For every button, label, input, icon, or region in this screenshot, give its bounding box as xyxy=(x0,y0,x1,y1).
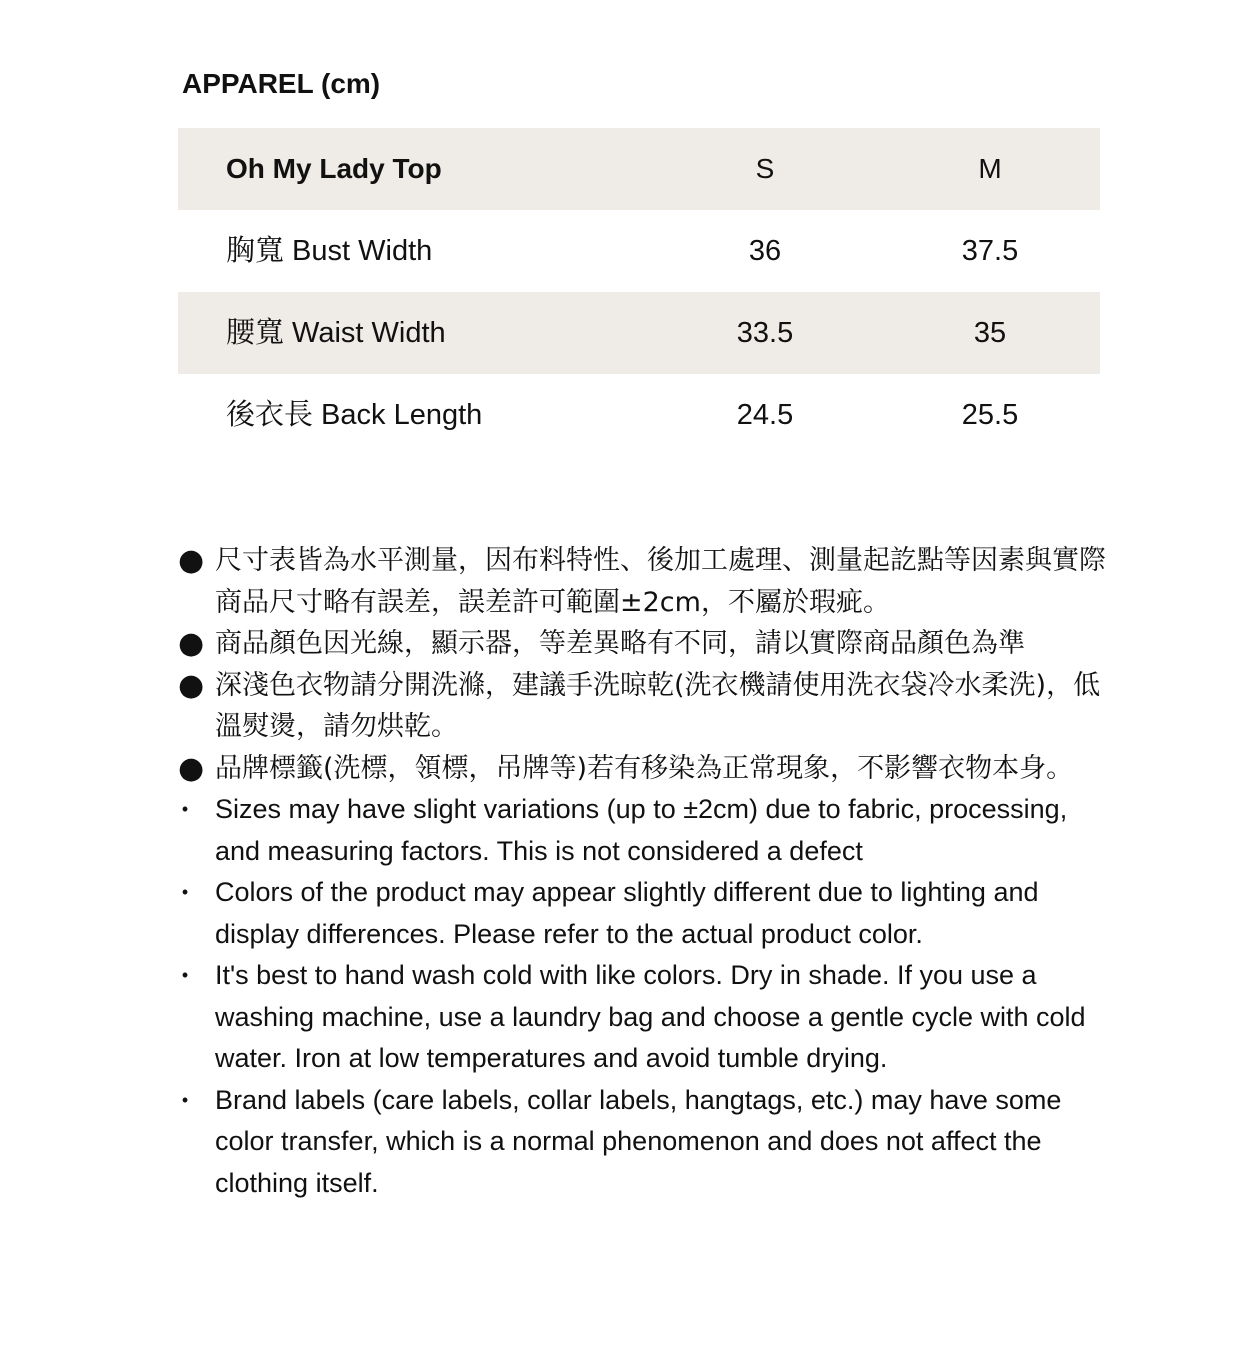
bullet-icon: • xyxy=(181,1089,189,1110)
table-row-bust xyxy=(178,210,1100,292)
table-row-back-length xyxy=(178,374,1100,456)
row-label: 後衣長 Back Length xyxy=(226,399,483,431)
list-item xyxy=(178,955,1118,1080)
note-text: Sizes may have slight variations (up to ±2cm) due to fabric, processing, and measuring factors. This is not considered a defect xyxy=(215,794,1068,866)
section-title: APPAREL (cm) xyxy=(182,68,381,99)
list-item xyxy=(178,1080,1118,1205)
value-m: 37.5 xyxy=(961,235,1019,267)
table-header-row xyxy=(178,128,1100,210)
bullet-icon: • xyxy=(181,799,189,819)
value-m: 35 xyxy=(973,317,1007,349)
list-item xyxy=(178,665,1118,748)
care-notes-list xyxy=(178,540,1118,1204)
list-item xyxy=(178,748,1118,790)
bullet-icon: ● xyxy=(178,543,205,578)
bullet-icon: ● xyxy=(178,667,205,703)
bullet-icon: • xyxy=(181,882,189,902)
list-item xyxy=(178,540,1118,623)
list-item xyxy=(178,872,1118,955)
bullet-icon: ● xyxy=(178,626,205,661)
note-text: 尺寸表皆為水平測量，因布料特性、後加工處理、測量起訖點等因素與實際商品尺寸略有誤差，誤差許可範圍±2cm，不屬於瑕疵。 xyxy=(215,545,1106,618)
note-text: 商品顏色因光線，顯示器，等差異略有不同，請以實際商品顏色為準 xyxy=(215,628,1025,659)
note-text: 深淺色衣物請分開洗滌，建議手洗晾乾(洗衣機請使用洗衣袋冷水柔洗)，低溫熨燙，請勿烘乾。 xyxy=(215,669,1101,742)
value-s: 33.5 xyxy=(736,317,794,349)
note-text: Colors of the product may appear slightly different due to lighting and display differences. Please refer to the actual product color. xyxy=(215,877,1039,949)
row-label: 腰寬 Waist Width xyxy=(226,317,446,349)
value-s: 36 xyxy=(748,235,782,267)
value-s: 24.5 xyxy=(736,399,794,431)
product-name-header: Oh My Lady Top xyxy=(226,153,442,184)
table-row-waist xyxy=(178,292,1100,374)
bullet-icon: • xyxy=(181,965,189,985)
size-table xyxy=(178,128,1100,456)
note-text: It's best to hand wash cold with like colors. Dry in shade. If you use a washing machine, use a laundry bag and choose a gentle cycle with cold water. Iron at low temperatures and avoid tumble drying. xyxy=(215,960,1086,1073)
row-label: 胸寬 Bust Width xyxy=(226,235,433,267)
list-item xyxy=(178,623,1118,665)
list-item xyxy=(178,789,1118,872)
bullet-icon: ● xyxy=(178,750,205,786)
value-m: 25.5 xyxy=(961,399,1019,431)
size-s-header: S xyxy=(755,153,775,184)
size-m-header: M xyxy=(978,153,1002,184)
note-text: Brand labels (care labels, collar labels, hangtags, etc.) may have some color transfer, which is a normal phenomenon and does not affect the clothing itself. xyxy=(215,1084,1062,1198)
note-text: 品牌標籤(洗標，領標，吊牌等)若有移染為正常現象，不影響衣物本身。 xyxy=(215,752,1074,784)
